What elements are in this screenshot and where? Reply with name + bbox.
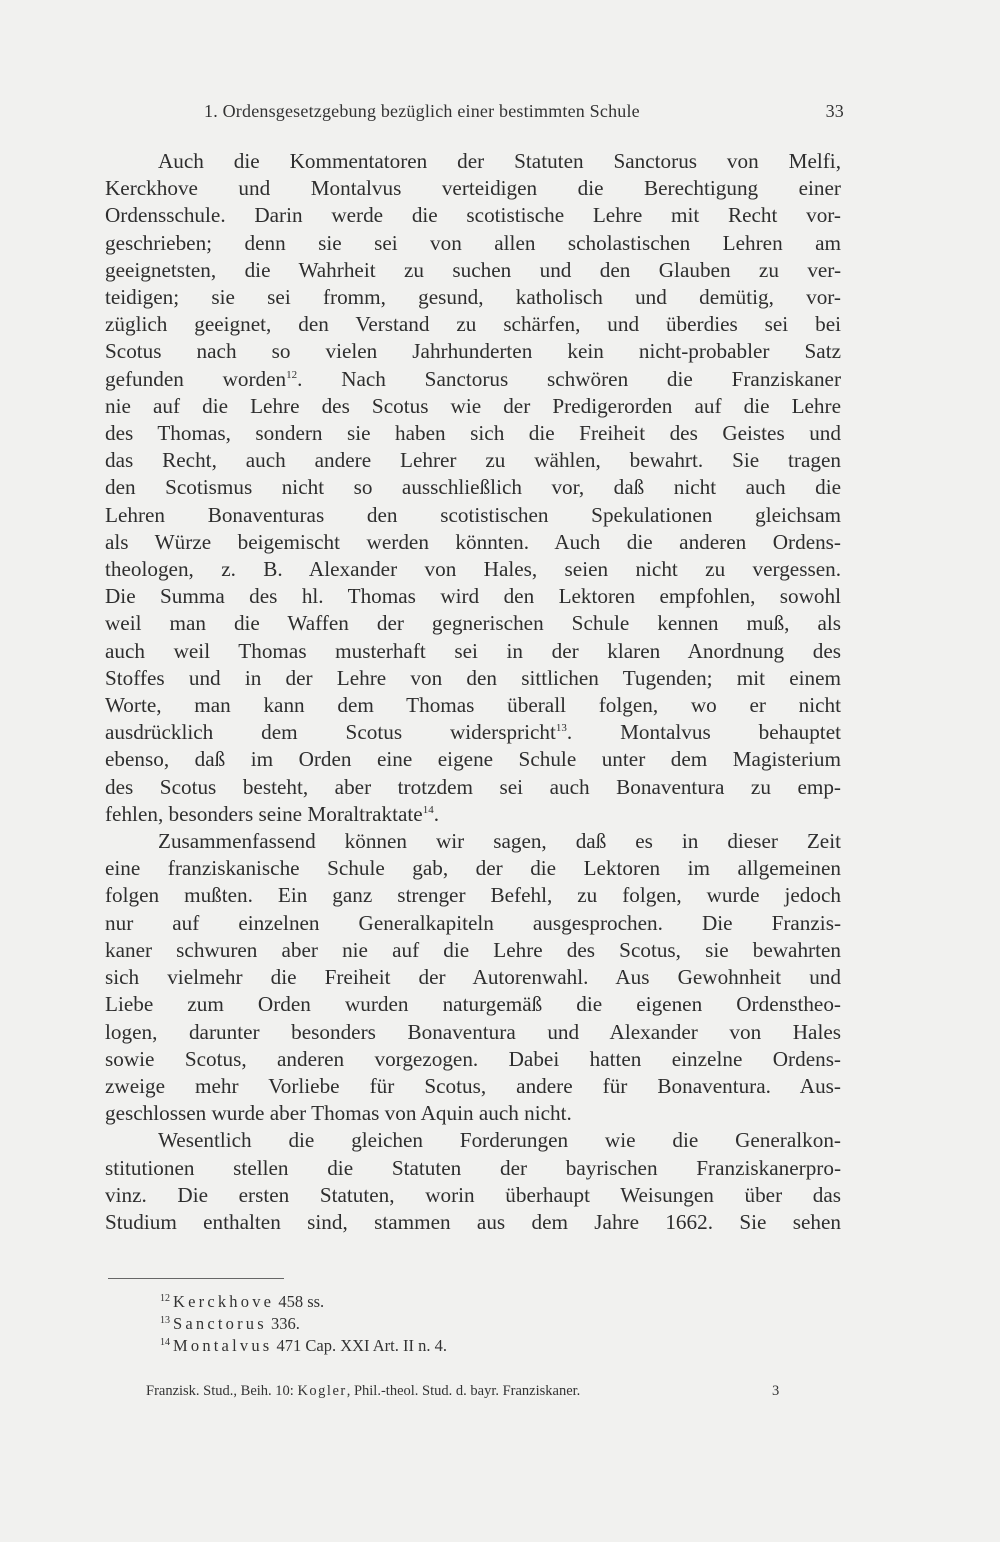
footnote-author: Montalvus bbox=[173, 1336, 273, 1355]
text-line bbox=[105, 420, 841, 447]
text-line bbox=[105, 1155, 841, 1182]
text-line-content: Die Summa des hl. Thomas wird den Lektoren empfohlen, sowohl bbox=[105, 584, 841, 609]
text-line bbox=[105, 284, 841, 311]
footnote-reference-text: 458 ss. bbox=[274, 1292, 325, 1311]
text-line bbox=[105, 774, 841, 801]
text-line-content: theologen, z. B. Alexander von Hales, seien nicht zu vergessen. bbox=[105, 557, 841, 582]
text-line-content: teidigen; sie sei fromm, gesund, katholisch und demütig, vor- bbox=[105, 285, 841, 310]
text-line-content: ebenso, daß im Orden eine eigene Schule unter dem Magisterium bbox=[105, 747, 841, 772]
page-number: 33 bbox=[825, 101, 844, 121]
text-line-content: vinz. Die ersten Statuten, worin überhaupt Weisungen über das bbox=[105, 1182, 841, 1207]
text-line-content: geeignetsten, die Wahrheit zu suchen und den Glauben zu ver- bbox=[105, 257, 841, 282]
text-line bbox=[105, 556, 841, 583]
text-line bbox=[105, 230, 841, 257]
text-line bbox=[105, 937, 841, 964]
imprint-suffix: , Phil.-theol. Stud. d. bayr. Franziskaner. bbox=[346, 1383, 581, 1399]
text-line-content: züglich geeignet, den Verstand zu schärfen, und überdies sei bei bbox=[105, 312, 841, 337]
text-line-content: des Scotus besteht, aber trotzdem sei auch Bonaventura zu emp- bbox=[105, 774, 841, 799]
text-line bbox=[105, 202, 841, 229]
text-line bbox=[105, 882, 841, 909]
text-line-content: geschrieben; denn sie sei von allen scholastischen Lehren am bbox=[105, 230, 841, 255]
footnote-reference: 13 bbox=[555, 722, 567, 735]
footnote-author: Kerckhove bbox=[173, 1292, 275, 1311]
text-line bbox=[105, 1182, 841, 1209]
text-line bbox=[105, 719, 841, 746]
text-line bbox=[105, 692, 841, 719]
running-head bbox=[204, 101, 844, 122]
footnote bbox=[160, 1291, 760, 1313]
text-line-content: Zusammenfassend können wir sagen, daß es in dieser Zeit bbox=[158, 829, 841, 854]
text-line-content: geschlossen wurde aber Thomas von Aquin auch nicht. bbox=[105, 1101, 572, 1126]
footnote-rule bbox=[108, 1278, 284, 1279]
text-line bbox=[105, 148, 841, 175]
text-line bbox=[105, 1127, 841, 1154]
text-line-content: auch weil Thomas musterhaft sei in der klaren Anordnung des bbox=[105, 638, 841, 663]
text-line bbox=[105, 828, 841, 855]
text-line bbox=[105, 855, 841, 882]
text-line-content: als Würze beigemischt werden könnten. Auch die anderen Ordens- bbox=[105, 529, 841, 554]
text-line-content: Studium enthalten sind, stammen aus dem Jahre 1662. Sie sehen bbox=[105, 1209, 841, 1234]
text-line bbox=[105, 502, 841, 529]
body-text bbox=[105, 148, 841, 1236]
footnote-number: 12 bbox=[160, 1293, 170, 1304]
text-line-content: fehlen, besonders seine Moraltraktate bbox=[105, 801, 423, 826]
text-line-continuation: . Nach Sanctorus schwören die Franziskaner bbox=[297, 366, 842, 391]
text-line bbox=[105, 1209, 841, 1236]
text-line-content: des Thomas, sondern sie haben sich die Freiheit des Geistes und bbox=[105, 421, 841, 446]
text-line-content: Ordensschule. Darin werde die scotistische Lehre mit Recht vor- bbox=[105, 203, 841, 228]
text-line-content: Scotus nach so vielen Jahrhunderten kein nicht-probabler Satz bbox=[105, 339, 841, 364]
footnote-reference: 14 bbox=[422, 803, 434, 816]
text-line bbox=[105, 366, 841, 393]
text-line-content: sich vielmehr die Freiheit der Autorenwahl. Aus Gewohnheit und bbox=[105, 965, 841, 990]
text-line bbox=[105, 910, 841, 937]
footnote-number: 14 bbox=[160, 1337, 170, 1348]
text-line bbox=[105, 665, 841, 692]
text-line bbox=[105, 257, 841, 284]
text-line-content: stitutionen stellen die Statuten der bayrischen Franziskanerpro- bbox=[105, 1155, 841, 1180]
text-line bbox=[105, 610, 841, 637]
text-line bbox=[105, 1073, 841, 1100]
text-line bbox=[105, 801, 841, 828]
text-line bbox=[105, 1019, 841, 1046]
footnote bbox=[160, 1313, 760, 1335]
footnote-reference-text: 471 Cap. XXI Art. II n. 4. bbox=[272, 1336, 447, 1355]
text-line-content: sowie Scotus, anderen vorgezogen. Dabei hatten einzelne Ordens- bbox=[105, 1046, 841, 1071]
text-line-content: Auch die Kommentatoren der Statuten Sanctorus von Melfi, bbox=[158, 149, 841, 173]
text-line-content: gefunden worden bbox=[105, 366, 287, 391]
text-line-content: folgen mußten. Ein ganz strenger Befehl, zu folgen, wurde jedoch bbox=[105, 883, 841, 908]
imprint-author: Kogler bbox=[297, 1383, 347, 1399]
text-line-content: logen, darunter besonders Bonaventura und Alexander von Hales bbox=[105, 1019, 841, 1044]
text-line-content: kaner schwuren aber nie auf die Lehre des Scotus, sie bewahrten bbox=[105, 937, 841, 962]
imprint-line bbox=[146, 1383, 786, 1400]
text-line-content: das Recht, auch andere Lehrer zu wählen, bewahrt. Sie tragen bbox=[105, 448, 841, 473]
text-line bbox=[105, 529, 841, 556]
running-head-title: 1. Ordensgesetzgebung bezüglich einer bestimmten Schule bbox=[204, 101, 640, 121]
text-line-content: nur auf einzelnen Generalkapiteln ausgesprochen. Die Franzis- bbox=[105, 910, 841, 935]
footnotes bbox=[160, 1291, 760, 1357]
text-line-content: ausdrücklich dem Scotus widerspricht bbox=[105, 720, 556, 745]
text-line bbox=[105, 1100, 841, 1127]
text-line-content: nie auf die Lehre des Scotus wie der Predigerorden auf die Lehre bbox=[105, 393, 841, 418]
text-line-content: Wesentlich die gleichen Forderungen wie die Generalkon- bbox=[158, 1128, 841, 1153]
signature-mark: 3 bbox=[772, 1383, 780, 1399]
text-line-content: Lehren Bonaventuras den scotistischen Spekulationen gleichsam bbox=[105, 502, 841, 527]
footnote-reference: 12 bbox=[286, 368, 298, 381]
text-line-content: zweige mehr Vorliebe für Scotus, andere für Bonaventura. Aus- bbox=[105, 1073, 841, 1098]
text-line-content: Worte, man kann dem Thomas überall folgen, wo er nicht bbox=[105, 693, 841, 718]
footnote-author: Sanctorus bbox=[173, 1314, 267, 1333]
text-line bbox=[105, 393, 841, 420]
text-line bbox=[105, 638, 841, 665]
text-line-content: weil man die Waffen der gegnerischen Schule kennen muß, als bbox=[105, 611, 841, 636]
text-line bbox=[105, 447, 841, 474]
text-line bbox=[105, 964, 841, 991]
text-line bbox=[105, 1046, 841, 1073]
footnote-number: 13 bbox=[160, 1315, 170, 1326]
text-line bbox=[105, 583, 841, 610]
text-line bbox=[105, 175, 841, 202]
footnote-reference-text: 336. bbox=[266, 1314, 300, 1333]
text-line bbox=[105, 311, 841, 338]
text-line bbox=[105, 991, 841, 1018]
text-line-continuation: . bbox=[433, 801, 439, 826]
text-line-content: Liebe zum Orden wurden naturgemäß die eigenen Ordenstheo- bbox=[105, 992, 841, 1017]
text-line-content: Stoffes und in der Lehre von den sittlichen Tugenden; mit einem bbox=[105, 665, 841, 690]
text-line-content: den Scotismus nicht so ausschließlich vor, daß nicht auch die bbox=[105, 475, 841, 500]
text-line bbox=[105, 746, 841, 773]
text-line-content: Kerckhove und Montalvus verteidigen die Berechtigung einer bbox=[105, 176, 841, 201]
imprint-prefix: Franzisk. Stud., Beih. 10: bbox=[146, 1383, 298, 1399]
footnote bbox=[160, 1335, 760, 1357]
text-line bbox=[105, 338, 841, 365]
text-line bbox=[105, 474, 841, 501]
text-line-content: eine franziskanische Schule gab, der die Lektoren im allgemeinen bbox=[105, 856, 841, 881]
text-line-continuation: . Montalvus behauptet bbox=[566, 720, 841, 745]
